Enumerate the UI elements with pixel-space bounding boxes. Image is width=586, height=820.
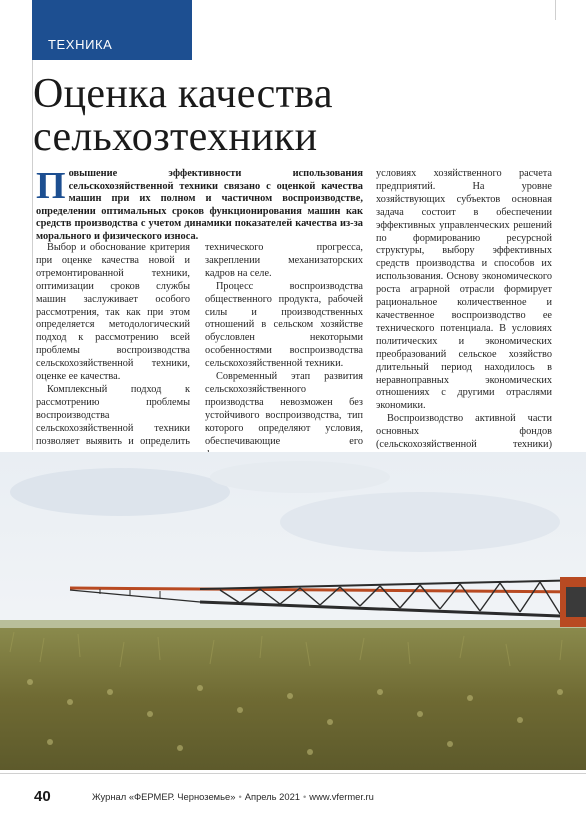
- section-tag-label: ТЕХНИКА: [48, 37, 113, 52]
- footer-info: [92, 791, 374, 802]
- title-line-2: сельхозтехники: [33, 114, 318, 160]
- lead-paragraph: [36, 165, 363, 243]
- col2-paragraph: Процесс воспроизводства общественного продукта, рабочей силы и производственных отношений в сельском хозяйстве обусловлен некоторыми особенностями воспроизводства сельскохозяйственной техники.: [205, 280, 363, 370]
- title-line-1: Оценка качества: [33, 71, 333, 117]
- col2-paragraph: технического прогресса, закреплении механизаторских кадров на селе.: [205, 242, 363, 279]
- page-rule-right: [555, 0, 556, 20]
- drop-cap: П: [36, 165, 66, 207]
- footer-website[interactable]: www.vfermer.ru: [309, 791, 374, 802]
- col3-paragraph: Воспроизводство активной части основных фондов (сельскохозяйственной техники): [376, 413, 552, 451]
- page-number: 40: [34, 788, 51, 805]
- col3-paragraph: условиях хозяйственного расчета предприятий. На уровне хозяйствующих субъектов основная задача состоит в обеспечении эффективных управленческих решений по формированию ресурсной структуры, выбору эффективных средств производства и способов их использования. Основу экономического роста аграрной отрасли формирует рациональное количественное и качественное воспроизводство ее технического потенциала. В условиях политических и экономических преобразований сельское хозяйство длительный период находилось в неравноправных экономических отношениях с другими отраслями экономики.: [376, 168, 552, 412]
- col1-paragraph: Комплексный подход к рассмотрению проблемы воспроизводства сельскохозяйственной техники позволяет выявить и определить: [36, 383, 190, 447]
- footer-rule: [0, 773, 586, 774]
- footer-issue: Апрель 2021: [244, 791, 300, 802]
- col2-paragraph: Современный этап развития сельскохозяйственного производства невозможен без устойчивого воспроизводства, тип которого определяют условия, обеспечивающие его: [205, 371, 363, 447]
- field-sprayer-photo: [0, 452, 586, 770]
- col1-paragraph: Выбор и обоснование критерия при оценке качества новой и отремонтированной техники, оптимизации сроков службы машин заслуживает особого рассмотрения, так как при этом определяется методологический подход к рассмотрению всей проблемы воспроизводства сельскохозяйственной техники, оценке ее качества.: [36, 242, 190, 383]
- section-tag: [32, 0, 192, 60]
- footer-journal: Журнал «ФЕРМЕР. Черноземье»: [92, 791, 236, 802]
- footer-separator: •: [238, 791, 242, 802]
- article-title: [33, 73, 333, 159]
- photo-illustration: [0, 452, 586, 770]
- lead-text: овышение эффективности использования сельскохозяйственной техники связано с оценкой качества машин при их полном и частичном воспроизводстве, определении оптимальных сроков функционирования машин как средств производства с учетом динамики показателей качества из-за морального и физического износа.: [36, 168, 363, 242]
- footer-separator: •: [303, 791, 307, 802]
